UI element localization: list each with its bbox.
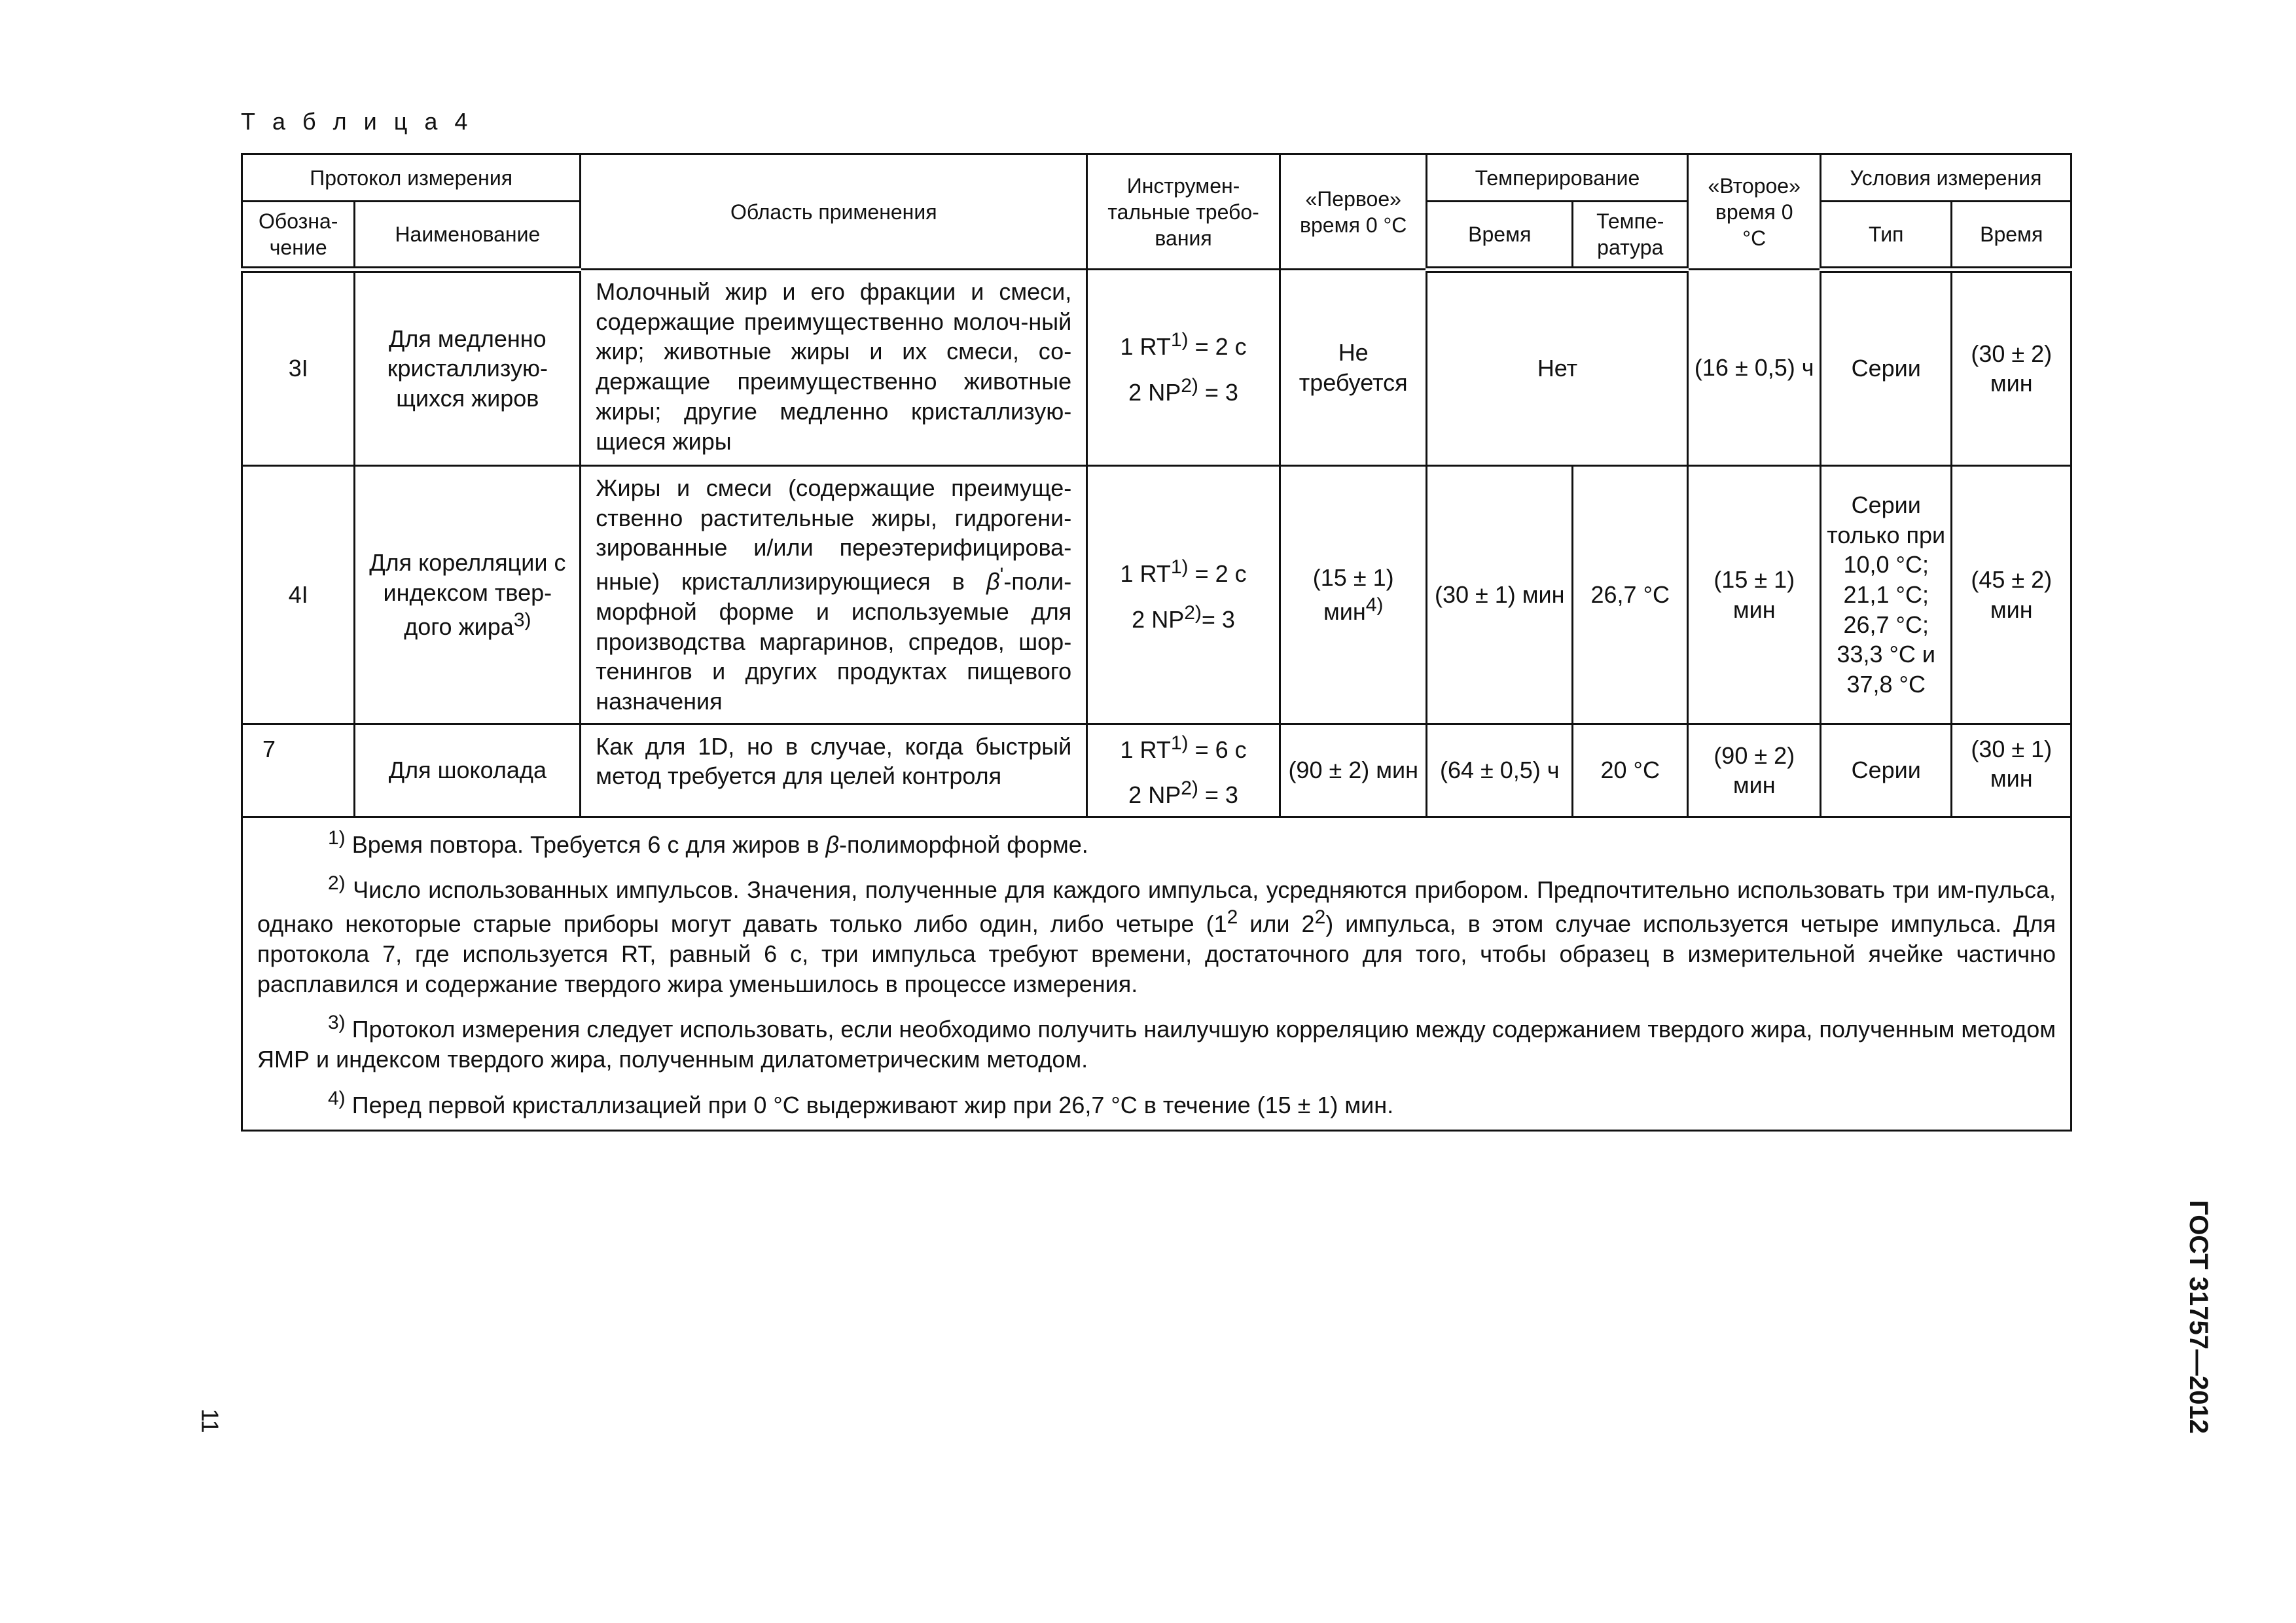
time-cell: (45 ± 2) мин: [1952, 466, 2072, 724]
header-cond-time: Время: [1952, 202, 2072, 270]
footnote-3: $^{3)}$ Протокол измерения следует использовать, если необходимо получить наилучшую корреляцию между содержанием твердого жира, полученным методом ЯМР и индексом твердого жира, полученным дилатометрическим методом.: [257, 1012, 2056, 1073]
type-cell: Серии: [1820, 270, 1952, 466]
tempering-temp-cell: 20 °С: [1573, 724, 1688, 817]
area-cell: Как для 1D, но в случае, когда быстрый метод требуется для целей контроля: [581, 724, 1087, 817]
instrument-cell: 1 $RT^{1)} = 2$ с 2 $NP^{2)} = 3$: [1087, 270, 1280, 466]
table-row: [242, 270, 2072, 466]
area-cell: Молочный жир и его фракции и смеси, содержащие преимущественно молоч-ный жир; животные жиры и их смеси, со-держащие преимущественно животные жиры; другие медленно кристаллизую-щиеся жиры: [581, 270, 1087, 466]
notes-cell: [242, 817, 2072, 1130]
designation-cell: 7: [242, 724, 355, 817]
type-cell: Серии только при 10,0 °С; 21,1 °С; 26,7 °С; 33,3 °С и 37,8 °С: [1820, 466, 1952, 724]
table-4: [241, 153, 2072, 1132]
table-row: [242, 466, 2072, 724]
tempering-time-cell: (64 ± 0,5) ч: [1427, 724, 1573, 817]
footnote-2: $^{2)}$ Число использованных импульсов. Значения, полученные для каждого импульса, усредняются прибором. Предпочтительно использовать три им-пульса, однако некоторые старые приборы могут давать только либо один, либо четыре ($1^2$ или $2^2$) импульса, в этом случае используется четыре импульса. Для протокола 7, где используется RT, равный 6 с, три импульса требуют времени, достаточного для того, чтобы образец в измерительной ячейке частично расплавился и содержание твердого жира уменьшилось в процессе измерения.: [257, 872, 2056, 997]
type-cell: Серии: [1820, 724, 1952, 817]
second-time-cell: (90 ± 2) мин: [1688, 724, 1821, 817]
designation-cell: 4I: [242, 466, 355, 724]
area-cell: Жиры и смеси (содержащие преимуще-ственно растительные жиры, гидрогени-зированные и/или переэтерифицирова-нные) кристаллизирующиеся в β'-поли-морфной форме и используемые для производства маргаринов, спредов, шор-тенингов и других продуктах пищевого назначения: [581, 466, 1087, 724]
header-second-time: «Второе» время 0 °С: [1688, 154, 1821, 270]
header-protocol: Протокол измерения: [242, 154, 581, 202]
time-cell: (30 ± 1) мин: [1952, 724, 2072, 817]
instrument-cell: 1 $RT^{1)} = 6$ с 2 $NP^{2)} = 3$: [1087, 724, 1280, 817]
header-instrument: Инструмен- тальные требо- вания: [1087, 154, 1280, 270]
first-time-cell: Не требуется: [1280, 270, 1427, 466]
name-cell: Для корелляции с индексом твер-дого жира$^{3)}$: [355, 466, 581, 724]
tempering-temp-cell: 26,7 °С: [1573, 466, 1688, 724]
standard-designation: ГОСТ 31757—2012: [2183, 1200, 2213, 1434]
header-type: Тип: [1820, 202, 1952, 270]
header-area: Область применения: [581, 154, 1087, 270]
header-designation: Обозна- чение: [242, 202, 355, 270]
footnote-1: $^{1)}$ Время повтора. Требуется 6 с для жиров в β-полиморфной форме.: [328, 827, 1088, 858]
first-time-cell: (90 ± 2) мин: [1280, 724, 1427, 817]
designation-cell: 3I: [242, 270, 355, 466]
instrument-cell: 1 $RT^{1)} = 2$ с 2 $NP^{2)}= 3$: [1087, 466, 1280, 724]
table-row: [242, 724, 2072, 817]
name-cell: Для медленно кристаллизую-щихся жиров: [355, 270, 581, 466]
header-first-time: «Первое» время 0 °С: [1280, 154, 1427, 270]
header-tempering: Темперирование: [1427, 154, 1688, 202]
header-name: Наименование: [355, 202, 581, 270]
page-number: 11: [196, 1408, 224, 1433]
first-time-cell: (15 ± 1) мин$^{4)}$: [1280, 466, 1427, 724]
second-time-cell: (16 ± 0,5) ч: [1688, 270, 1821, 466]
table-caption: Т а б л и ц а 4: [241, 108, 473, 135]
header-tempering-time: Время: [1427, 202, 1573, 270]
second-time-cell: (15 ± 1) мин: [1688, 466, 1821, 724]
header-conditions: Условия измерения: [1820, 154, 2071, 202]
footnote-4: $^{4)}$ Перед первой кристаллизацией при 0 °С выдерживают жир при 26,7 °С в течение (15 ± 1) мин.: [328, 1087, 1394, 1118]
name-cell: Для шоколада: [355, 724, 581, 817]
time-cell: (30 ± 2) мин: [1952, 270, 2072, 466]
notes-row: [242, 817, 2072, 1130]
tempering-cell: Нет: [1427, 270, 1688, 466]
tempering-time-cell: (30 ± 1) мин: [1427, 466, 1573, 724]
header-tempering-temp: Темпе- ратура: [1573, 202, 1688, 270]
